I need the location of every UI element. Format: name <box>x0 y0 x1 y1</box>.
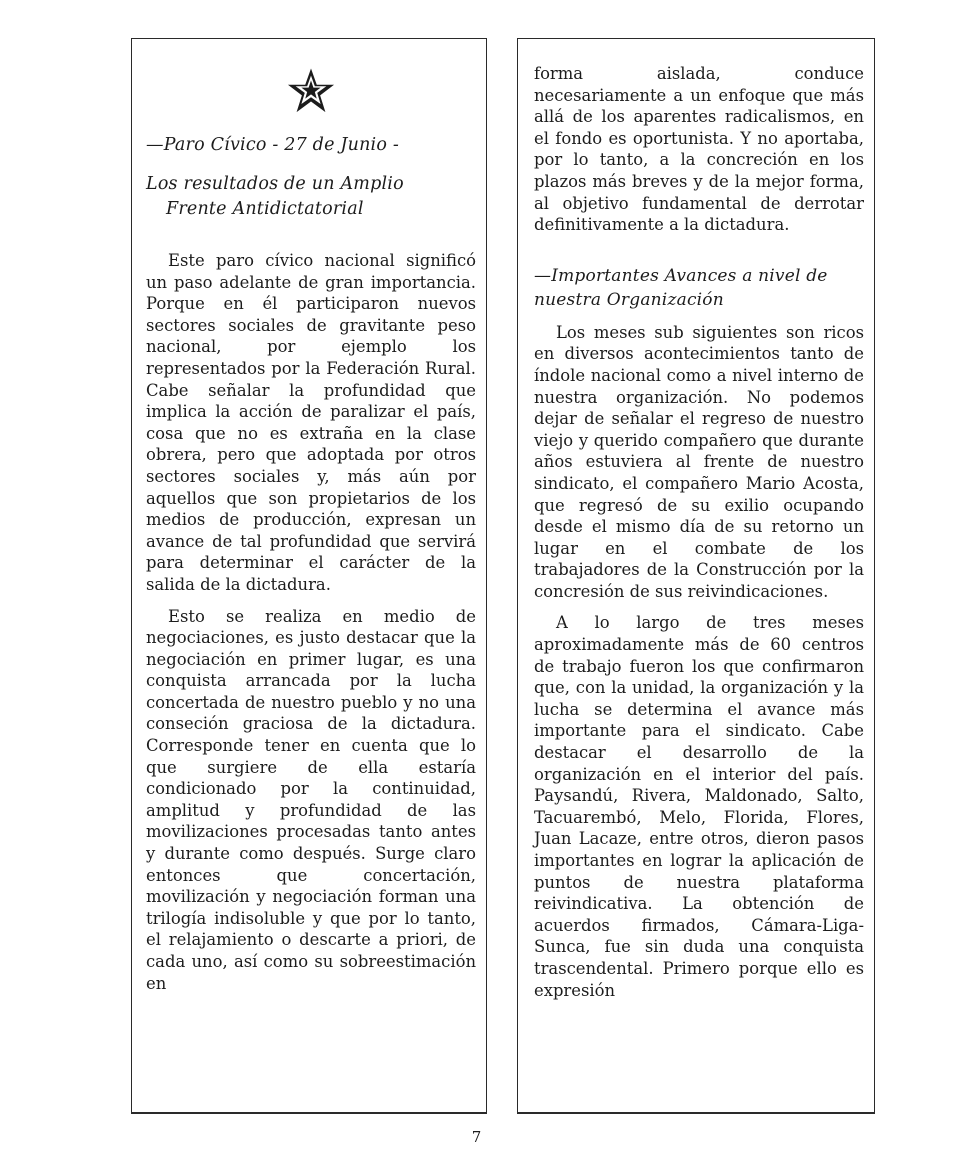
left-column <box>131 38 487 1114</box>
right-column <box>517 38 875 1114</box>
body-paragraph: forma aislada, conduce necesariamente a un enfoque que más allá de los aparentes radicalismos, en el fondo es oportunista. Y no aportaba, por lo tanto, a la concreción en los plazos más breves y de la mejor forma, al objetivo fundamental de derrotar definitivamente a la dictadura. <box>534 64 864 235</box>
star-icon <box>287 67 335 115</box>
section-subheading-line1: Los resultados de un Amplio <box>146 174 404 194</box>
section-heading-avances: —Importantes Avances a nivel de nuestra Organización <box>534 265 828 310</box>
section-subheading-line2: Frente Antidictatorial <box>166 199 364 219</box>
body-paragraph: Los meses sub siguientes son ricos en diversos acontecimientos tanto de índole nacional como a nivel interno de nuestra organización. No podemos dejar de señalar el regreso de nuestro viejo y querido compañero que durante años estuviera al frente de nuestro sindicato, el compañero Mario Acosta, que regresó de su exilio ocupando desde el mismo día de su retorno un lugar en el combate de los trabajadores de la Construcción por la concresión de sus reivindicaciones. <box>534 322 864 601</box>
star-ornament <box>146 67 476 123</box>
body-paragraph: Este paro cívico nacional significó un paso adelante de gran importancia. Porque en él participaron nuevos sectores sociales de gravitante peso nacional, por ejemplo los representados por la Federación Rural. Cabe señalar la profundidad que implica la acción de paralizar el país, cosa que no es extraña en la clase obrera, pero que adoptada por otros sectores sociales y, más aún por aquellos que son propietarios de los medios de producción, expresan un avance de tal profundidad que servirá para determinar el carácter de la salida de la dictadura. <box>146 251 476 594</box>
body-paragraph: Esto se realiza en medio de negociaciones, es justo destacar que la negociación en primer lugar, es una conquista arrancada por la lucha concertada de nuestro pueblo y no una conseción graciosa de la dictadura. Corresponde tener en cuenta que lo que surgiere de ella estaría condicionado por la continuidad, amplitud y profundidad de las movilizaciones procesadas tanto antes y durante como después. Surge claro entonces que concertación, movilización y negociación forman una trilogía indisoluble y que por lo tanto, el relajamiento o descarte a priori, de cada uno, así como su sobreestimación en <box>146 606 476 993</box>
body-paragraph: A lo largo de tres meses aproximadamente más de 60 centros de trabajo fueron los que confirmaron que, con la unidad, la organización y la lucha se determina el avance más importante para el sindicato. Cabe destacar el desarrollo de la organización en el interior del país. Paysandú, Rivera, Maldonado, Salto, Tacuarembó, Melo, Florida, Flores, Juan Lacaze, entre otros, dieron pasos importantes en lograr la aplicación de puntos de nuestra plataforma reivindicativa. La obtención de acuerdos firmados, Cámara-Liga-Sunca, fue sin duda una conquista trascendental. Primero porque ello es expresión <box>534 613 864 1000</box>
page-number: 7 <box>471 1128 482 1146</box>
section-heading-paro-civico: —Paro Cívico - 27 de Junio - <box>146 135 399 155</box>
